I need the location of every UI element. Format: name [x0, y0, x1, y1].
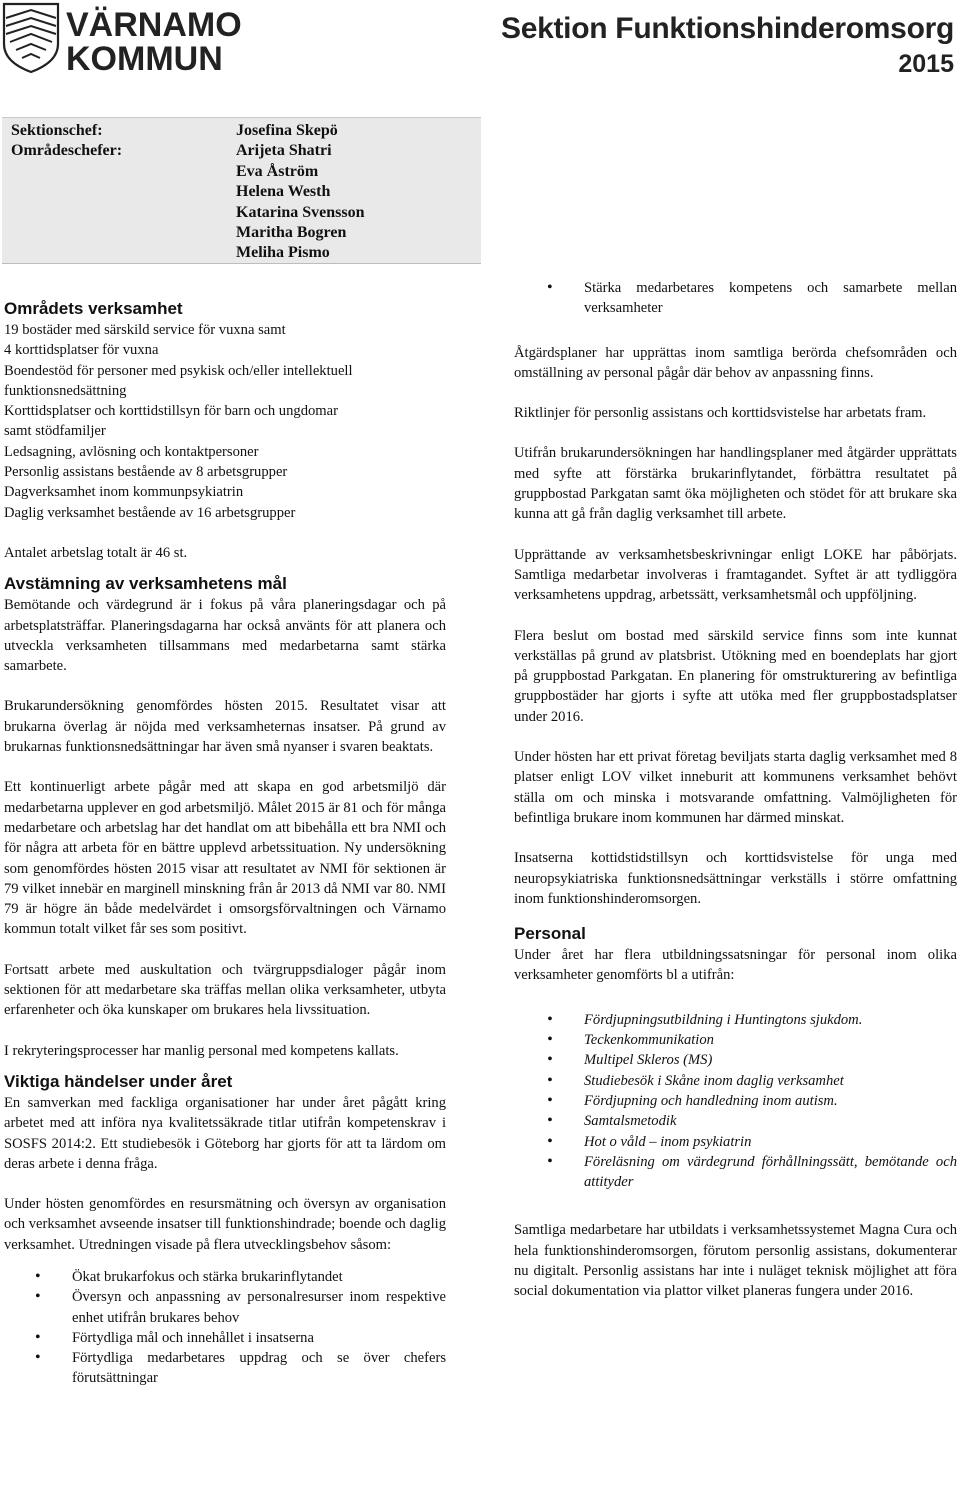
verksamhet-list	[4, 320, 446, 523]
heading-personal: Personal	[514, 924, 586, 944]
utbildning-list	[514, 1010, 957, 1193]
paragraph: Bemötande och värdegrund är i fokus på våra planeringsdagar och på arbetsplatsträffar. Planeringsdagarna har också använts för att planera och utveckla verksamheten tillsammans med medarbetarna samt stärka samarbete.	[4, 597, 446, 675]
behov-list	[4, 1267, 446, 1389]
paragraph: Insatserna kottidstidstillsyn och korttidsvistelse för unga med neuropsykiatriska funktionsnedsättningar verkställs i större omfattning inom funktionshinderomsorgen.	[514, 850, 957, 907]
staff-box	[2, 117, 481, 264]
verksamhet-line: Personlig assistans bestående av 8 arbetsgrupper	[4, 464, 288, 481]
paragraph: Under året har flera utbildningssatsningar för personal inom olika verksamheter genomförts bl a utifrån:	[514, 947, 957, 984]
logo-line1: VÄRNAMO	[66, 6, 242, 44]
staff-names	[236, 121, 364, 264]
list-item: • Förtydliga medarbetares uppdrag och se över chefers förutsättningar	[4, 1348, 446, 1389]
list-item: • Fördjupning och handledning inom autism.	[514, 1091, 957, 1111]
verksamhet-line: funktionsnedsättning	[4, 382, 127, 399]
paragraph: Flera beslut om bostad med särskild service finns som inte kunnat verkställas på grund av platsbrist. Utökning med en boendeplats har gjort på gruppbostad Parkgatan. En planering för omstrukturering av befintliga gruppbostäder har gjorts i syfte att utöka med fler gruppbostadsplatser under 2016.	[514, 627, 957, 725]
left-column	[4, 298, 446, 1389]
kommun-logo	[0, 0, 250, 80]
list-item: • Samtalsmetodik	[514, 1111, 957, 1131]
verksamhet-line: Daglig verksamhet bestående av 16 arbetsgrupper	[4, 504, 296, 521]
heading-verksamhet: Områdets verksamhet	[4, 299, 183, 318]
staff-name: Maritha Bogren	[236, 224, 347, 242]
staff-name: Arijeta Shatri	[236, 142, 332, 160]
document-title: Sektion Funktionshinderomsorg	[501, 12, 954, 45]
paragraph: I rekryteringsprocesser har manlig personal med kompetens kallats.	[4, 1042, 399, 1059]
paragraph: Utifrån brukarundersökningen har handlingsplaner med åtgärder upprättats med syfte att förstärka brukarinflytandet, förbättra resultatet på gruppbostad Parkgatan samt öka möjligheten och stödet för att brukare ska kunna att gå från daglig verksamhet till arbete.	[514, 445, 957, 523]
logo-line2: KOMMUN	[66, 40, 223, 78]
paragraph: Samtliga medarbetare har utbildats i verksamhetssystemet Magna Cura och hela funktionshinderomsorgen, förutom personlig assistans, dokumenterar nu digitalt. Personlig assistans har inte i nuläget teknisk möjlighet att föra social dokumentation via plattor vilket planeras fungera under 2016.	[514, 1222, 957, 1300]
staff-roles	[11, 121, 122, 161]
paragraph: Under hösten har ett privat företag beviljats starta daglig verksamhet med 8 platser enligt LOV vilket inneburit att kommunens verksamhet behövt ställa om och minska i motsvarande omfattning. Valmöjligheten för befintliga brukare inom kommunen har därmed minskat.	[514, 749, 957, 826]
list-item: • Multipel Skleros (MS)	[514, 1050, 957, 1070]
role-label: Områdeschefer:	[11, 142, 123, 159]
verksamhet-line: 19 bostäder med särskild service för vuxna samt	[4, 322, 286, 338]
paragraph: Åtgärdsplaner har upprättas inom samtliga berörda chefsområden och omställning av personal pågår där behov av anpassning finns.	[514, 344, 957, 381]
staff-name: Eva Åström	[236, 162, 319, 180]
paragraph: Ett kontinuerligt arbete pågår med att skapa en god arbetsmiljö där medarbetarna upplever en god arbetsmiljö. Målet 2015 är 81 och för många medarbetare och arbetslag har det handlat om att bibehålla ett bra NMI och för några att arbeta för en bättre upplevd arbetssituation. Ny undersökning som genomfördes hösten 2015 visar att resultatet av NMI för sektionen är 79 vilket innebär en marginell minskning från år 2013 då NMI var 80. NMI 79 är högre än både medelvärdet i omsorgsförvaltningen och Värnamo kommun totalt vilket får ses som positivt.	[4, 779, 446, 938]
paragraph: Under hösten genomfördes en resursmätning och översyn av organisation och verksamhet avseende insatser till funktionshindrade; boende och daglig verksamhet. Utredningen visade på flera utvecklingsbehov såsom:	[4, 1196, 446, 1253]
document-year: 2015	[898, 50, 954, 78]
verksamhet-line: Ledsagning, avlösning och kontaktpersoner	[4, 443, 259, 460]
staff-name: Helena Westh	[236, 183, 331, 201]
list-item: • Översyn och anpassning av personalresurser inom respektive enhet utifrån brukares behov	[4, 1287, 446, 1328]
top-bullet-list	[514, 278, 957, 319]
verksamhet-line: Boendestöd för personer med psykisk och/eller intellektuell	[4, 362, 353, 379]
coat-of-arms-icon	[0, 0, 250, 80]
list-item: • Hot o våld – inom psykiatrin	[514, 1132, 957, 1152]
verksamhet-line: Dagverksamhet inom kommunpsykiatrin	[4, 484, 244, 501]
list-item: • Ökat brukarfokus och stärka brukarinflytandet	[4, 1267, 446, 1287]
arbetslag-text: Antalet arbetslag totalt är 46 st.	[4, 544, 188, 561]
list-item: • Föreläsning om värdegrund förhållningssätt, bemötande och attityder	[514, 1152, 957, 1193]
paragraph: Fortsatt arbete med auskultation och tvärgruppsdialoger pågår inom sektionen för att medarbetare ska träffas mellan olika verksamheter, utbyta erfarenheter och öka kunskaper om brukares hela livssituation.	[4, 961, 446, 1019]
list-item: • Studiebesök i Skåne inom daglig verksamhet	[514, 1071, 957, 1091]
staff-name: Meliha Pismo	[236, 244, 330, 262]
paragraph: Brukarundersökning genomfördes hösten 2015. Resultatet visar att brukarna överlag är nöjda med verksamheternas insatser. På grund av brukarnas funktionsnedsättningar har även små nyanser i svaren beaktats.	[4, 698, 446, 756]
paragraph: En samverkan med fackliga organisationer har under året pågått kring arbetet med att införa nya kvalitetssäkrade titlar utifrån kompetenskrav i SOSFS 2014:2. Ett studiebesök i Göteborg har gjorts för att ta lärdom om deras arbete i denna fråga.	[4, 1094, 446, 1172]
heading-handelser: Viktiga händelser under året	[4, 1071, 233, 1091]
verksamhet-line: 4 korttidsplatser för vuxna	[4, 342, 159, 359]
verksamhet-line: Korttidsplatser och korttidstillsyn för barn och ungdomar	[4, 403, 338, 420]
role-label: Sektionschef:	[11, 122, 103, 139]
staff-name: Katarina Svensson	[236, 203, 365, 221]
paragraph: Riktlinjer för personlig assistans och korttidsvistelse har arbetats fram.	[514, 405, 927, 422]
list-item: • Förtydliga mål och innehållet i insatserna	[4, 1328, 446, 1348]
list-item: • Teckenkommunikation	[514, 1030, 957, 1050]
list-item: • Fördjupningsutbildning i Huntingtons sjukdom.	[514, 1010, 957, 1030]
list-item: • Stärka medarbetares kompetens och samarbete mellan verksamheter	[514, 278, 957, 319]
staff-name: Josefina Skepö	[236, 122, 338, 139]
paragraph: Upprättande av verksamhetsbeskrivningar enligt LOKE har påbörjats. Samtliga medarbetar involveras i framtagandet. Syftet är att tydliggöra verksamhetens uppdrag, arbetssätt, verksamhetsmål och uppföljning.	[514, 546, 957, 604]
right-column	[514, 278, 957, 1322]
verksamhet-line: samt stödfamiljer	[4, 423, 106, 440]
heading-avstamning: Avstämning av verksamhetens mål	[4, 574, 287, 594]
